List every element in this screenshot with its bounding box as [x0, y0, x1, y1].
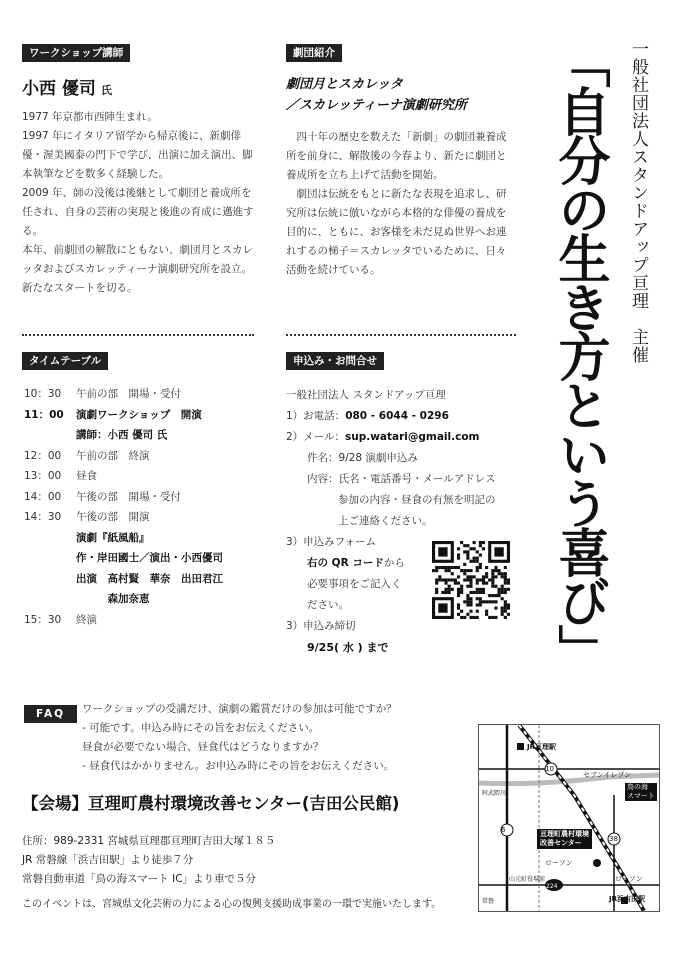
bio-paragraph: 1977 年京都市西陣生まれ。	[22, 111, 158, 123]
venue-address: 住所：989-2331 宮城県亘理郡亘理町吉田大塚１８５	[22, 835, 276, 847]
bio-paragraph: 本年、前劇団の解散にともない、劇団月とスカレッタおよびスカレッティーナ演劇研究所を設立。新たなスタートを切る。	[22, 244, 253, 294]
mail-label: 2）メール：	[286, 431, 345, 443]
map-label-torinoumi	[625, 783, 657, 801]
faq-tag: FAQ	[24, 705, 77, 723]
mail-subject: 件名：9/28 演劇申込み	[307, 452, 418, 464]
form-text: 必要事項をご記入く	[307, 578, 402, 590]
timetable-time: 13：00	[24, 470, 62, 482]
timetable-time: 10：30	[24, 388, 62, 400]
map-route-10: 10	[545, 765, 554, 773]
instructor-name-block	[22, 74, 112, 99]
timetable-time: 12：00	[24, 449, 62, 462]
timetable-desc: 終演	[76, 613, 97, 626]
faq-answer: - 可能です。申込み時にその旨をお伝えください。	[82, 722, 320, 734]
venue-access: 常磐自動車道「鳥の海スマート IC」より車で５分	[22, 873, 257, 885]
timetable-desc: 午前の部 開場・受付	[76, 388, 181, 400]
mail-content: 上ご連絡ください。	[338, 515, 433, 527]
phone-number[interactable]: 080 - 6044 - 0296	[345, 410, 449, 422]
access-map	[478, 724, 660, 912]
bio-paragraph: 1997 年にイタリア留学から帰京後に、新劇俳優・渥美國泰の門下で学び、出演に加え演出、脚本執筆などを数多く経験した。	[22, 130, 253, 180]
map-label-yamamoto: 山元町役場前	[509, 876, 546, 883]
instructor-name-suffix: 氏	[101, 84, 113, 97]
troupe-tag: 劇団紹介	[286, 44, 342, 62]
timetable-desc: 出演 高村賢 華奈 出田君江	[76, 572, 223, 585]
bio-paragraph: 2009 年、師の没後は後継として劇団と養成所を任され、自身の芸術の実現と後進の育成に邁進する。	[22, 187, 254, 237]
troupe-title-line: 劇団月とスカレッタ	[286, 77, 403, 92]
timetable-desc: 作・岸田國士／演出・小西優司	[76, 552, 223, 564]
funding-note: このイベントは、宮城県文化芸術の力による心の復興支援助成事業の一環で実施いたします。	[22, 899, 442, 910]
map-label-lawson: ローソン	[545, 859, 573, 867]
map-label-jr-hamayoshida: JR浜吉田駅	[609, 895, 645, 903]
timetable	[24, 385, 264, 625]
troupe-paragraph: 劇団は伝統をもとに新たな表現を追求し、研究所は伝統に倣いながら本格的な俳優の養成を目的に、ともに、お客様を未だ見ぬ世界へお連れするの梯子＝スカレッタでいるために、日々活動を続けている。	[286, 188, 507, 276]
faq-question: 昼食が必要でない場合、昼食代はどうなりますか？	[82, 741, 324, 753]
form-text: から	[383, 557, 405, 569]
divider	[22, 334, 254, 336]
venue-access: JR 常磐線「浜吉田駅」より徒歩７分	[22, 854, 194, 866]
divider	[286, 334, 516, 336]
mail-content: 参加の内容・昼食の有無を明記の	[338, 494, 496, 506]
map-label-seven: セブンイレブン	[583, 771, 632, 779]
timetable-desc: 講師：小西 優司 氏	[76, 429, 168, 441]
venue-details	[22, 832, 275, 889]
map-label-torinoumi-2: スマート	[627, 792, 655, 800]
qr-code[interactable]	[432, 541, 510, 619]
instructor-tag: ワークショップ講師	[22, 44, 130, 62]
timetable-time: 11：00	[24, 408, 64, 421]
map-route-224: 224	[546, 883, 558, 890]
contact-tag: 申込み・お問合せ	[286, 352, 384, 370]
timetable-time: 14：30	[24, 511, 62, 523]
map-route-38: 38	[609, 835, 618, 843]
faq-block	[82, 700, 397, 776]
form-label: 3）申込みフォーム	[286, 536, 377, 548]
timetable-time: 15：30	[24, 613, 62, 626]
faq-question: ワークショップの受講だけ、演劇の鑑賞だけの参加は可能ですか？	[82, 703, 397, 715]
mail-content: 内容：氏名・電話番号・メールアドレス	[307, 473, 496, 485]
timetable-desc: 午前の部 終演	[76, 449, 150, 462]
map-label-jr-watari: JR亘理駅	[527, 743, 556, 751]
faq-answer: - 昼食代はかかりません。お申込み時にその旨をお伝えください。	[82, 760, 395, 772]
timetable-desc: 演劇『紙風船』	[76, 531, 150, 544]
contact-org: 一般社団法人 スタンドアップ亘理	[286, 389, 446, 401]
timetable-time: 14：00	[24, 490, 62, 503]
form-qr-ref: 右の QR コード	[307, 557, 384, 569]
deadline-label: 3）申込み締切	[286, 620, 356, 632]
timetable-desc: 森加奈恵	[76, 593, 150, 605]
timetable-tag: タイムテーブル	[22, 352, 108, 370]
map-label-river: 阿武隈川	[482, 790, 507, 797]
organizer: 一般社団法人スタンドアップ亘理 主催	[628, 40, 648, 364]
instructor-name: 小西 優司	[22, 79, 96, 99]
map-route-6: 6	[501, 826, 506, 834]
phone-label: 1）お電話：	[286, 410, 346, 422]
mail-address[interactable]: sup.watari@gmail.com	[344, 431, 480, 443]
map-label-venue-1: 亘理町農村環境	[540, 830, 589, 838]
form-text: ださい。	[307, 599, 349, 611]
timetable-desc: 午後の部 開場・受付	[76, 490, 181, 503]
timetable-desc: 演劇ワークショップ 開演	[76, 408, 202, 421]
instructor-bio	[22, 108, 254, 298]
troupe-paragraph: 四十年の歴史を数えた「新劇」の劇団兼養成所を前身に、解散後の今春より、新たに劇団と養成所を立ち上げて活動を開始。	[286, 131, 507, 181]
map-label-torinoumi-1: 鳥の海	[627, 783, 648, 791]
troupe-title	[286, 74, 467, 116]
venue-title: 【会場】亘理町農村環境改善センター(吉田公民館)	[22, 794, 400, 813]
timetable-desc: 昼食	[76, 470, 97, 482]
timetable-desc: 午後の部 開演	[76, 511, 150, 523]
deadline: 9/25( 水 ) まで	[307, 641, 389, 654]
troupe-title-line: ／スカレッティーナ演劇研究所	[286, 98, 467, 113]
main-title: 「自分の生き方という喜び」	[549, 36, 609, 673]
map-label-venue-2: 改善センター	[540, 839, 582, 847]
map-label-lawson: ローソン	[615, 875, 643, 883]
map-label-joban: 常磐	[482, 898, 495, 905]
map-label-venue	[537, 829, 592, 849]
troupe-description	[286, 128, 514, 280]
